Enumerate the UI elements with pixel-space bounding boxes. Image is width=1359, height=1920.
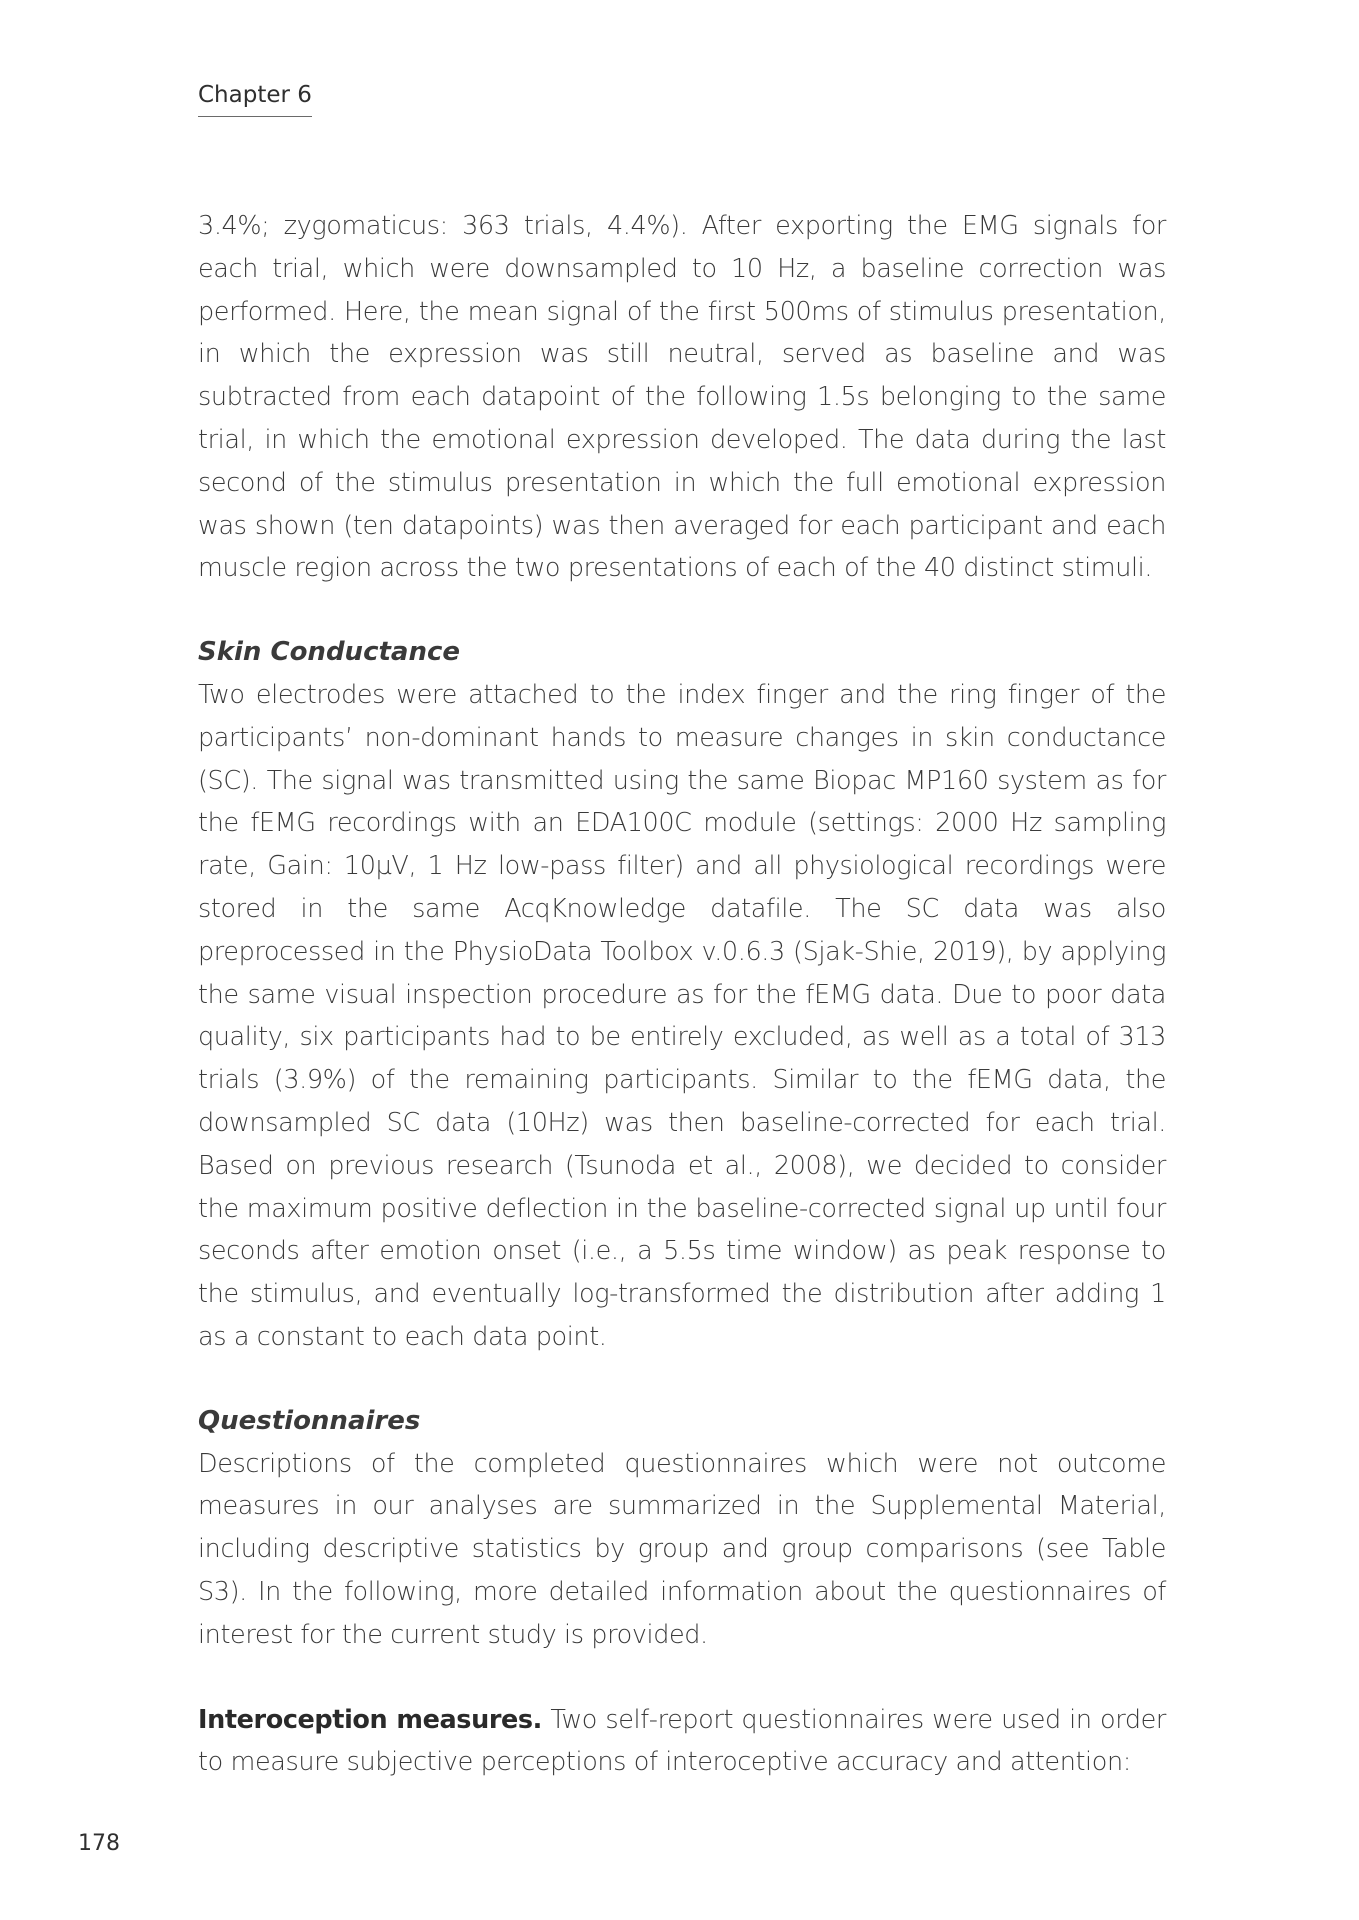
paragraph-questionnaires: Descriptions of the completed questionnaires which were not outcome measures in our analyses are summarized in the Supplemental Material, including descriptive statistics by group and group comparisons (see Table S3). In the following, more detailed information about the questionnaires of interest for the current study is provided. — [198, 1448, 1166, 1650]
paragraph-emg-baseline: 3.4%; zygomaticus: 363 trials, 4.4%). After exporting the EMG signals for each trial, which were downsampled to 10 Hz, a baseline correction was performed. Here, the mean signal of the first 500ms of stimulus presentation, in which the expression was still neutral, served as baseline and was subtracted from each datapoint of the following 1.5s belonging to the same trial, in which the emotional expression developed. The data during the last second of the stimulus presentation in which the full emotional expression was shown (ten datapoints) was then averaged for each participant and each muscle region across the two presentations of each of the 40 distinct stimuli. — [198, 211, 1166, 584]
paragraph-interoception — [198, 1699, 1166, 1785]
runin-interoception-measures: Interoception measures. — [198, 1704, 542, 1735]
body-text — [198, 205, 1166, 1784]
page-number: 178 — [78, 1831, 120, 1856]
interoception-text: Two self-report questionnaires were used in order to measure subjective perceptions of interoceptive accuracy and attention: — [198, 1704, 1166, 1778]
paragraph-skin-conductance: Two electrodes were attached to the index finger and the ring finger of the participants’ non-dominant hands to measure changes in skin conductance (SC). The signal was transmitted using the same Biopac MP160 system as for the fEMG recordings with an EDA100C module (settings: 2000 Hz sampling rate, Gain: 10µV, 1 Hz low-pass filter) and all physiological recordings were stored in the same AcqKnowledge datafile. The SC data was also preprocessed in the PhysioData Toolbox v.0.6.3 (Sjak-Shie, 2019), by applying the same visual inspection procedure as for the fEMG data. Due to poor data quality, six participants had to be entirely excluded, as well as a total of 313 trials (3.9%) of the remaining participants. Similar to the fEMG data, the downsampled SC data (10Hz) was then baseline-corrected for each trial. Based on previous research (Tsunoda et al., 2008), we decided to consider the maximum positive deflection in the baseline-corrected signal up until four seconds after emotion onset (i.e., a 5.5s time window) as peak response to the stimulus, and eventually log-transformed the distribution after adding 1 as a constant to each data point. — [198, 679, 1166, 1352]
heading-questionnaires: Questionnaires — [198, 1405, 421, 1436]
running-head-chapter: Chapter 6 — [198, 82, 312, 117]
heading-skin-conductance: Skin Conductance — [198, 637, 461, 668]
